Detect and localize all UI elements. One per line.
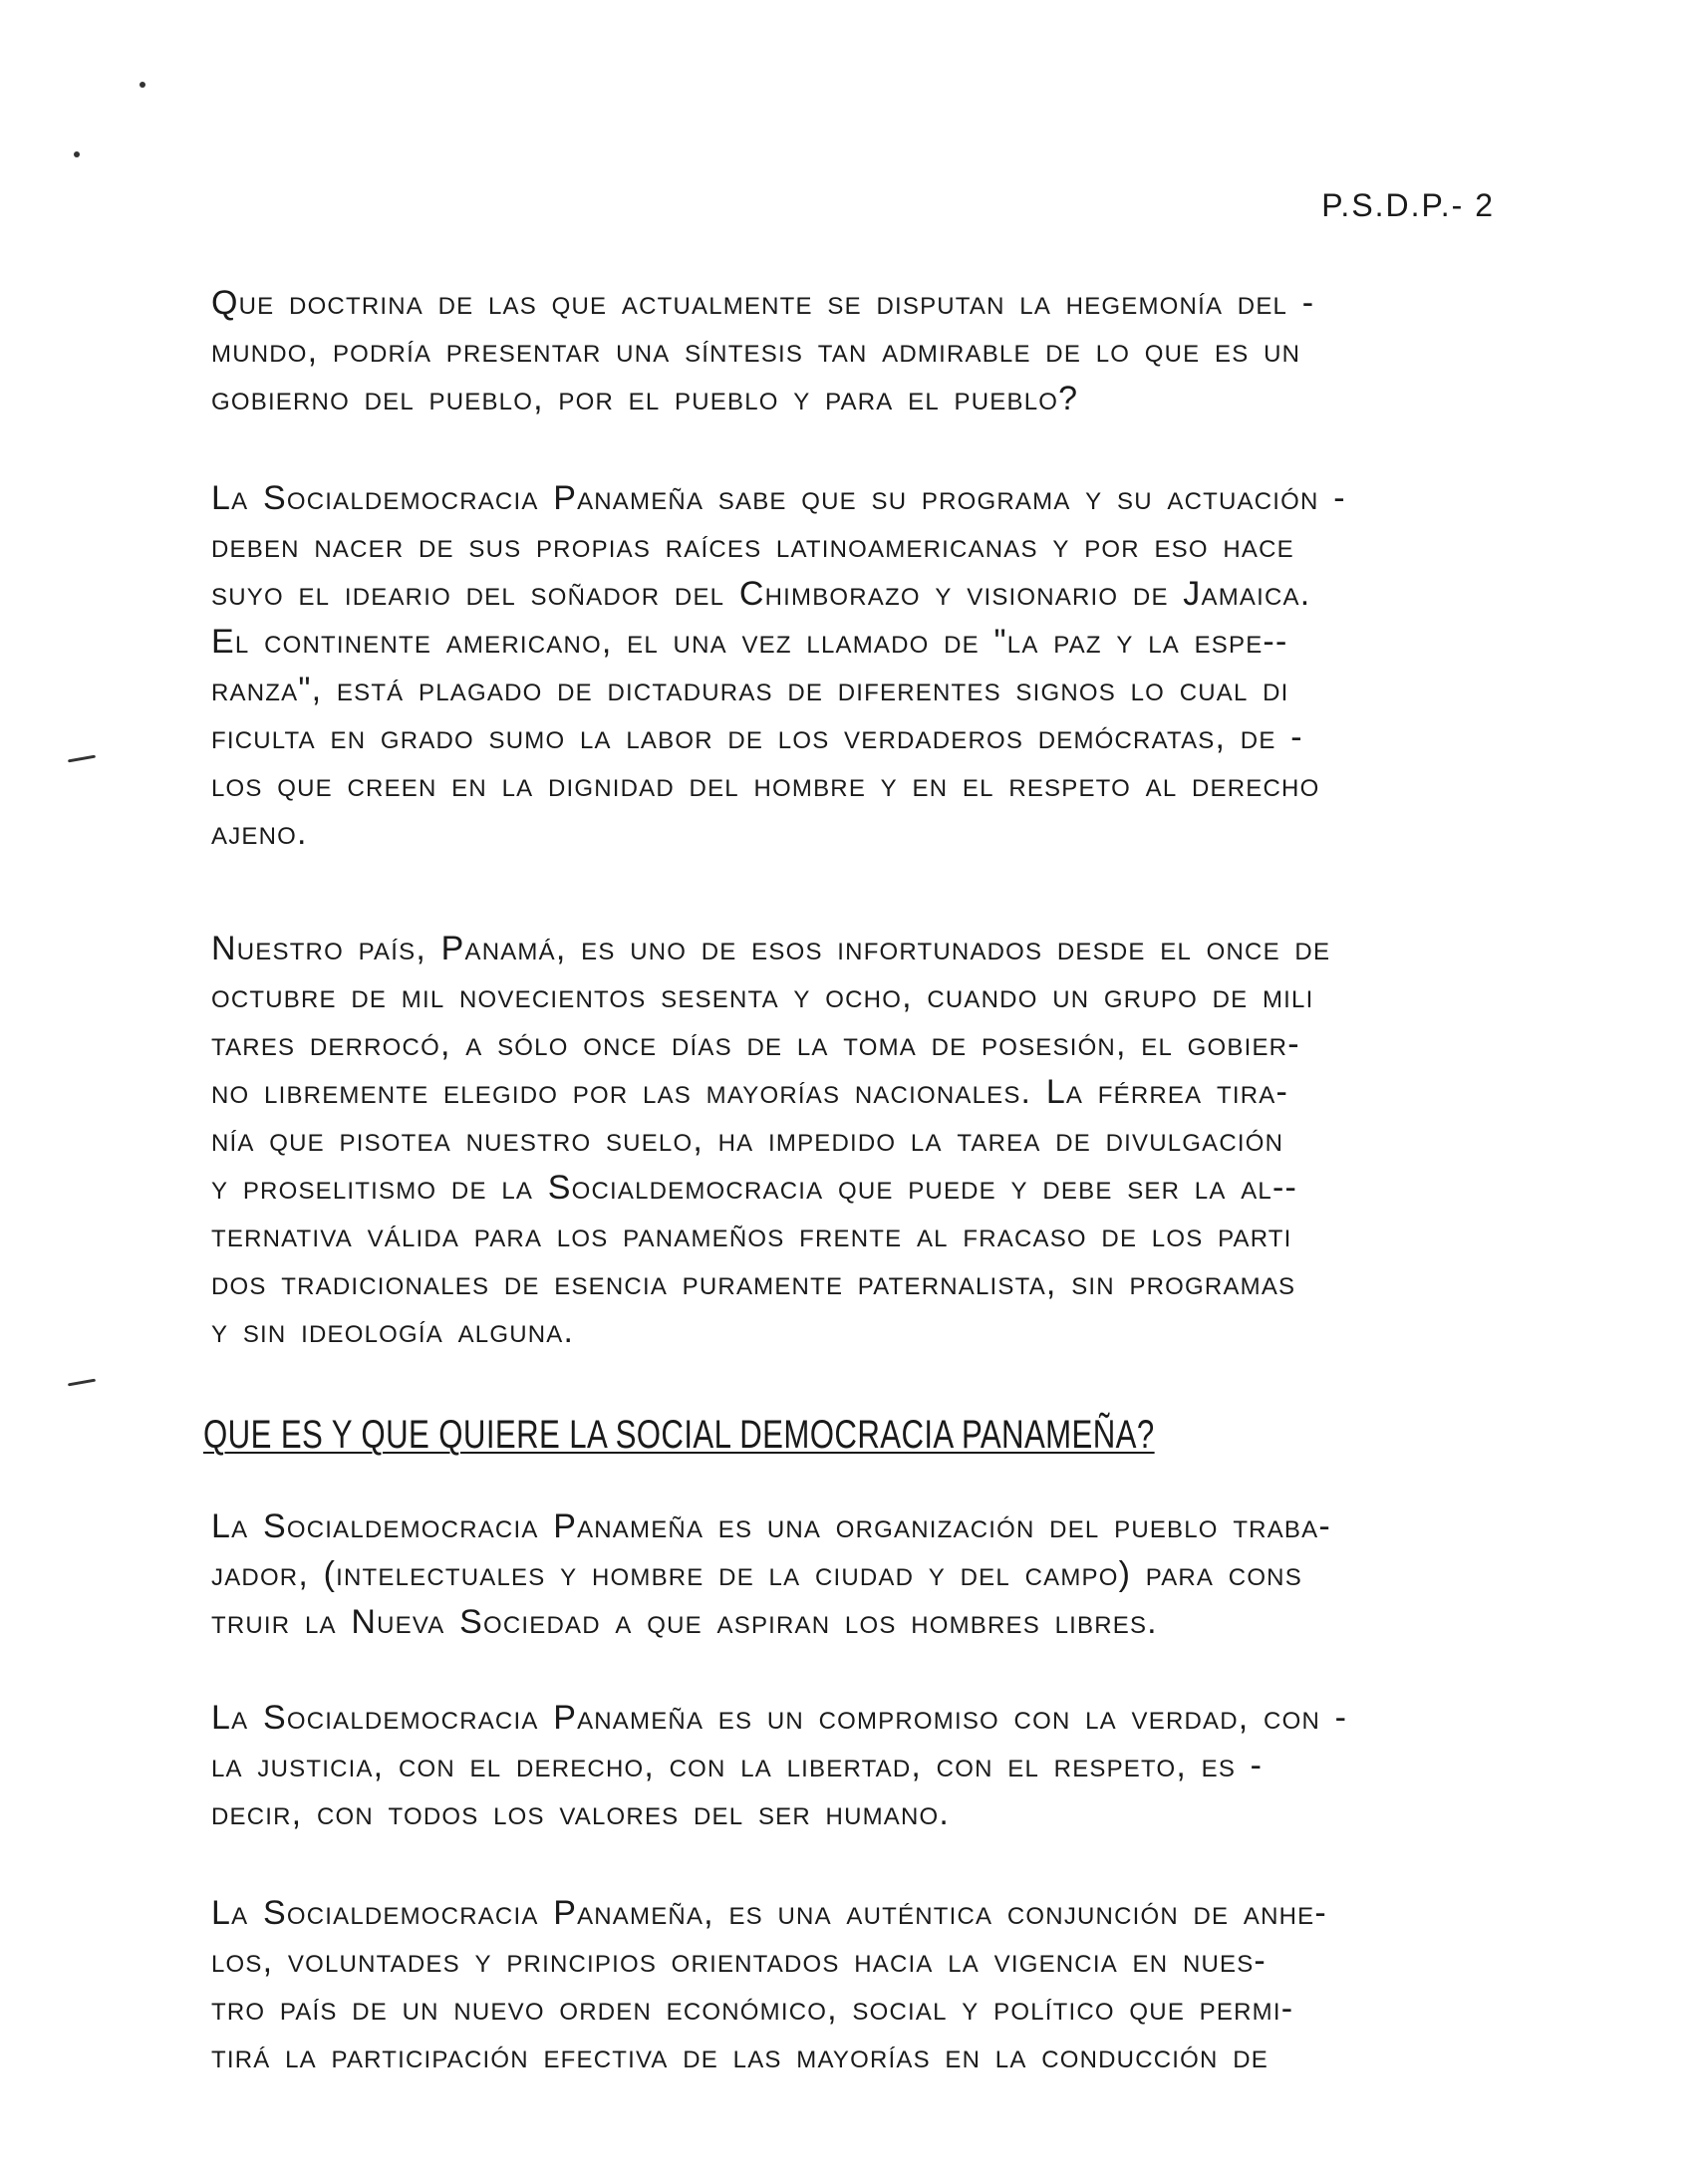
scan-speck bbox=[74, 151, 80, 157]
text-line: gobierno del pueblo, por el pueblo y para el pueblo? bbox=[211, 380, 1079, 417]
paragraph-conjunction bbox=[211, 1889, 1513, 2080]
text-line: jador, (intelectuales y hombre de la ciudad y del campo) para cons bbox=[211, 1555, 1302, 1593]
text-line: dos tradicionales de esencia puramente paternalista, sin programas bbox=[211, 1264, 1296, 1302]
text-line: los que creen en la dignidad del hombre y en el respeto al derecho bbox=[211, 766, 1320, 804]
scan-mark bbox=[68, 1379, 96, 1387]
paragraph-roots bbox=[211, 474, 1513, 857]
text-line: La Socialdemocracia Panameña, es una auténtica conjunción de anhe- bbox=[211, 1894, 1327, 1932]
scan-mark bbox=[68, 755, 96, 763]
text-line: tro país de un nuevo orden económico, social y político que permi- bbox=[211, 1990, 1294, 2028]
text-line: El continente americano, el una vez llamado de "la paz y la espe-- bbox=[211, 623, 1288, 661]
text-line: ficulta en grado sumo la labor de los verdaderos demócratas, de - bbox=[211, 718, 1303, 756]
text-line: los, voluntades y principios orientados hacia la vigencia en nues- bbox=[211, 1942, 1267, 1980]
page-reference: P.S.D.P.- 2 bbox=[1321, 187, 1495, 223]
text-line: deben nacer de sus propias raíces latinoamericanas y por eso hace bbox=[211, 527, 1294, 565]
text-line: mundo, podría presentar una síntesis tan admirable de lo que es un bbox=[211, 332, 1301, 370]
paragraph-organization bbox=[211, 1502, 1513, 1646]
text-line: suyo el ideario del soñador del Chimborazo y visionario de Jamaica. bbox=[211, 575, 1311, 613]
text-line: ternativa válida para los panameños frente al fracaso de los parti bbox=[211, 1217, 1292, 1254]
paragraph-commitment bbox=[211, 1694, 1513, 1837]
text-line: no libremente elegido por las mayorías nacionales. La férrea tira- bbox=[211, 1073, 1288, 1111]
scan-speck bbox=[140, 82, 145, 88]
text-line: La Socialdemocracia Panameña sabe que su programa y su actuación - bbox=[211, 479, 1346, 517]
text-line: tirá la participación efectiva de las mayorías en la conducción de bbox=[211, 2038, 1268, 2075]
paragraph-panama bbox=[211, 925, 1513, 1355]
text-line: nía que pisotea nuestro suelo, ha impedido la tarea de divulgación bbox=[211, 1121, 1284, 1159]
text-line: la justicia, con el derecho, con la libertad, con el respeto, es - bbox=[211, 1747, 1264, 1784]
text-line: La Socialdemocracia Panameña es un compromiso con la verdad, con - bbox=[211, 1699, 1348, 1737]
text-line: decir, con todos los valores del ser humano. bbox=[211, 1794, 951, 1832]
text-line: y sin ideología alguna. bbox=[211, 1312, 575, 1350]
text-line: truir la Nueva Sociedad a que aspiran los hombres libres. bbox=[211, 1603, 1158, 1641]
text-line: ajeno. bbox=[211, 814, 308, 852]
text-line: octubre de mil novecientos sesenta y ocho, cuando un grupo de mili bbox=[211, 977, 1314, 1015]
text-line: Que doctrina de las que actualmente se disputan la hegemonía del - bbox=[211, 284, 1315, 322]
text-line: ranza", está plagado de dictaduras de diferentes signos lo cual di bbox=[211, 671, 1289, 708]
section-heading: QUE ES Y QUE QUIERE LA SOCIAL DEMOCRACIA PANAMEÑA? bbox=[203, 1413, 1155, 1457]
text-line: tares derrocó, a sólo once días de la toma de posesión, el gobier- bbox=[211, 1025, 1300, 1063]
paragraph-doctrine bbox=[211, 279, 1513, 422]
text-line: La Socialdemocracia Panameña es una organización del pueblo traba- bbox=[211, 1507, 1331, 1545]
text-line: Nuestro país, Panamá, es uno de esos infortunados desde el once de bbox=[211, 930, 1331, 967]
text-line: y proselitismo de la Socialdemocracia que puede y debe ser la al-- bbox=[211, 1169, 1297, 1207]
